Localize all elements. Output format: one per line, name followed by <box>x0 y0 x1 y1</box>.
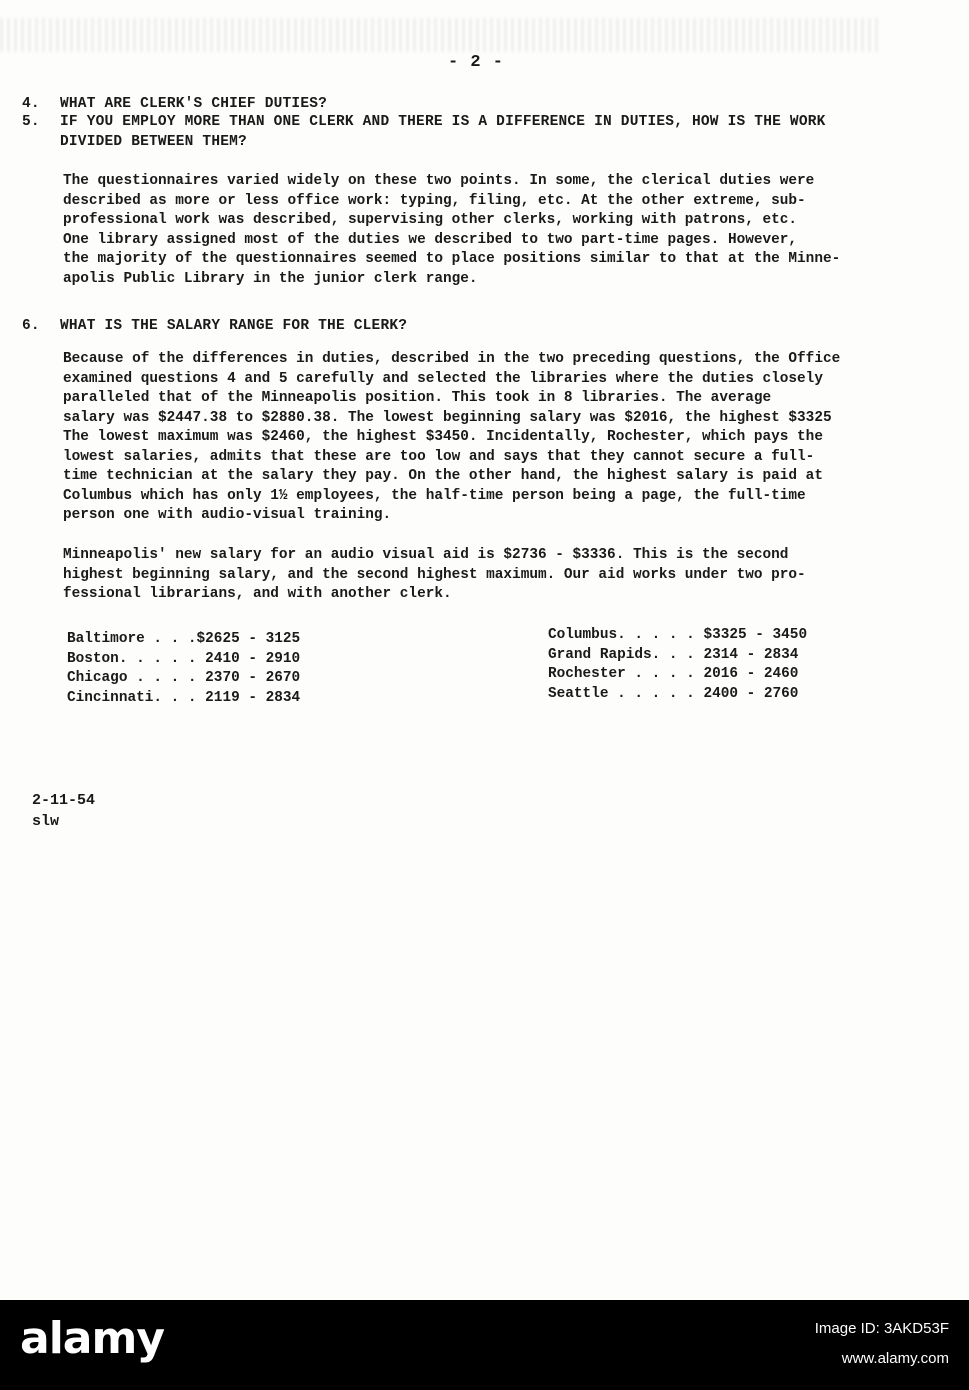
text-line: the majority of the questionnaires seemed to place positions similar to that at the Minne- <box>63 251 841 267</box>
question-number: 5. <box>22 114 40 130</box>
salary-row: Chicago . . . . 2370 - 2670 <box>67 670 301 686</box>
page-number: - 2 - <box>448 53 505 72</box>
text-line: professional work was described, supervising other clerks, working with patrons, etc. <box>63 212 798 228</box>
footer-notes <box>32 790 95 832</box>
question-text: WHAT ARE CLERK'S CHIEF DUTIES? <box>60 96 328 112</box>
scan-artifact <box>0 18 880 52</box>
footer-date: 2-11-54 <box>32 792 96 809</box>
site-url: www.alamy.com <box>841 1350 949 1367</box>
question-5 <box>22 114 826 130</box>
alamy-logo: alamy <box>20 1313 164 1364</box>
salary-table-left <box>67 630 300 708</box>
text-line: examined questions 4 and 5 carefully and selected the libraries where the duties closely <box>63 370 823 387</box>
text-line: Because of the differences in duties, described in the two preceding questions, the Office <box>63 351 841 367</box>
text-line: The questionnaires varied widely on these two points. In some, the clerical duties were <box>63 173 815 189</box>
question-text: WHAT IS THE SALARY RANGE FOR THE CLERK? <box>60 318 408 334</box>
text-line: Minneapolis' new salary for an audio visual aid is $2736 - $3336. This is the second <box>63 547 789 563</box>
salary-row: Grand Rapids. . . 2314 - 2834 <box>548 646 799 663</box>
text-line: The lowest maximum was $2460, the highest $3450. Incidentally, Rochester, which pays the <box>63 429 823 445</box>
text-line: Columbus which has only 1½ employees, the half-time person being a page, the full-time <box>63 487 806 504</box>
question-6 <box>22 318 407 334</box>
question-5-continued: DIVIDED BETWEEN THEM? <box>60 134 247 150</box>
text-line: highest beginning salary, and the second highest maximum. Our aid works under two pro- <box>63 566 806 583</box>
text-line: lowest salaries, admits that these are too low and says that they cannot secure a full- <box>63 448 815 465</box>
question-number: 6. <box>22 318 40 334</box>
footer-initials: slw <box>32 813 60 830</box>
image-id: Image ID: 3AKD53F <box>814 1320 949 1337</box>
salary-row: Rochester . . . . 2016 - 2460 <box>548 666 799 682</box>
text-line: One library assigned most of the duties we described to two part-time pages. However, <box>63 231 798 248</box>
text-line: described as more or less office work: typing, filing, etc. At the other extreme, sub- <box>63 192 806 209</box>
paragraph-minneapolis <box>63 546 933 605</box>
salary-table-right <box>548 626 807 704</box>
stock-banner <box>0 1300 969 1390</box>
salary-row: Cincinnati. . . 2119 - 2834 <box>67 689 301 706</box>
salary-row: Seattle . . . . . 2400 - 2760 <box>548 685 799 702</box>
salary-row: Columbus. . . . . $3325 - 3450 <box>548 627 808 643</box>
text-line: salary was $2447.38 to $2880.38. The lowest beginning salary was $2016, the highest $3325 <box>63 409 832 426</box>
question-text: IF YOU EMPLOY MORE THAN ONE CLERK AND THERE IS A DIFFERENCE IN DUTIES, HOW IS THE WORK <box>60 114 826 130</box>
text-line: fessional librarians, and with another clerk. <box>63 586 452 602</box>
question-number: 4. <box>22 96 40 112</box>
text-line: time technician at the salary they pay. On the other hand, the highest salary is paid at <box>63 468 823 484</box>
question-4 <box>22 96 327 112</box>
text-line: paralleled that of the Minneapolis position. This took in 8 libraries. The average <box>63 390 772 406</box>
salary-row: Baltimore . . .$2625 - 3125 <box>67 631 301 647</box>
text-line: apolis Public Library in the junior clerk range. <box>63 270 478 287</box>
salary-row: Boston. . . . . 2410 - 2910 <box>67 650 301 667</box>
paragraph-salary-range <box>63 350 933 526</box>
paragraph-duties <box>63 172 933 289</box>
text-line: person one with audio-visual training. <box>63 507 392 523</box>
